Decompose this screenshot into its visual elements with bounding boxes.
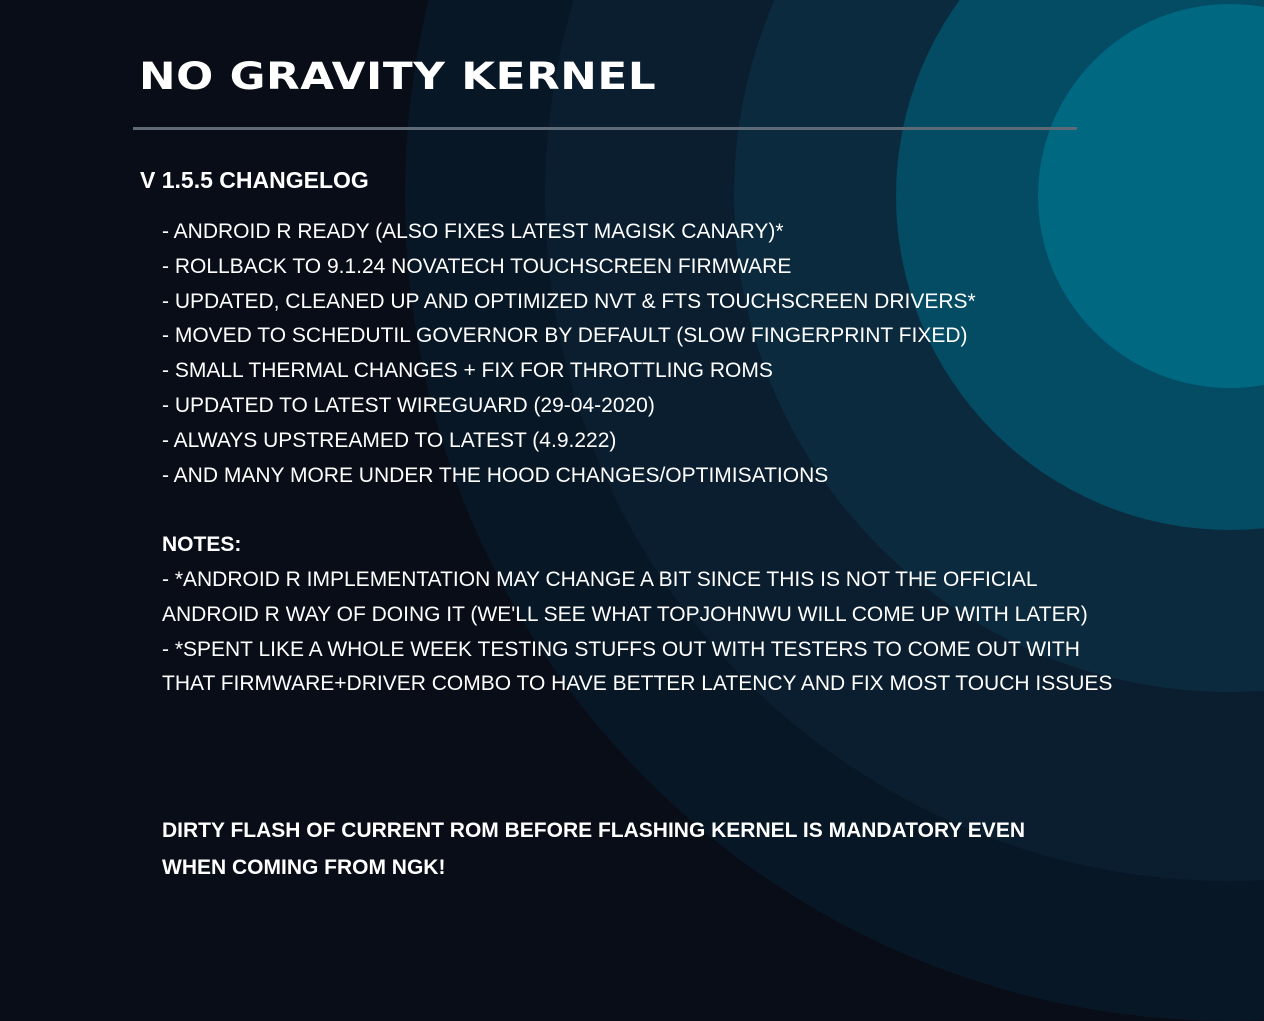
changelog-item: - MOVED TO SCHEDUTIL GOVERNOR BY DEFAULT (SLOW FINGERPRINT FIXED)	[162, 324, 968, 348]
note-item: - *SPENT LIKE A WHOLE WEEK TESTING STUFFS OUT WITH TESTERS TO COME OUT WITH THAT FIRMWARE+DRIVER COMBO TO HAVE BETTER LATENCY AND FIX MOST TOUCH ISSUES	[162, 637, 1113, 696]
changelog-list	[162, 215, 976, 493]
changelog-item: - UPDATED TO LATEST WIREGUARD (29-04-2020)	[162, 393, 655, 417]
changelog-item: - ROLLBACK TO 9.1.24 NOVATECH TOUCHSCREEN FIRMWARE	[162, 254, 792, 278]
page-title: NO GRAVITY KERNEL	[139, 55, 657, 98]
mandatory-warning: DIRTY FLASH OF CURRENT ROM BEFORE FLASHING KERNEL IS MANDATORY EVEN WHEN COMING FROM NGK!	[162, 819, 1025, 879]
changelog-item: - ALWAYS UPSTREAMED TO LATEST (4.9.222)	[162, 428, 617, 452]
changelog-item: - UPDATED, CLEANED UP AND OPTIMIZED NVT & FTS TOUCHSCREEN DRIVERS*	[162, 289, 976, 313]
note-item: - *ANDROID R IMPLEMENTATION MAY CHANGE A BIT SINCE THIS IS NOT THE OFFICIAL ANDROID R WAY OF DOING IT (WE'LL SEE WHAT TOPJOHNWU WILL COME UP WITH LATER)	[162, 568, 1088, 626]
version-heading: V 1.5.5 CHANGELOG	[140, 167, 369, 193]
title-divider	[133, 127, 1077, 130]
changelog-item: - ANDROID R READY (ALSO FIXES LATEST MAGISK CANARY)*	[162, 220, 784, 243]
notes-heading: NOTES:	[162, 533, 242, 556]
changelog-item: - AND MANY MORE UNDER THE HOOD CHANGES/OPTIMISATIONS	[162, 463, 829, 487]
notes-list	[162, 563, 1137, 702]
changelog-item: - SMALL THERMAL CHANGES + FIX FOR THROTTLING ROMS	[162, 359, 773, 383]
